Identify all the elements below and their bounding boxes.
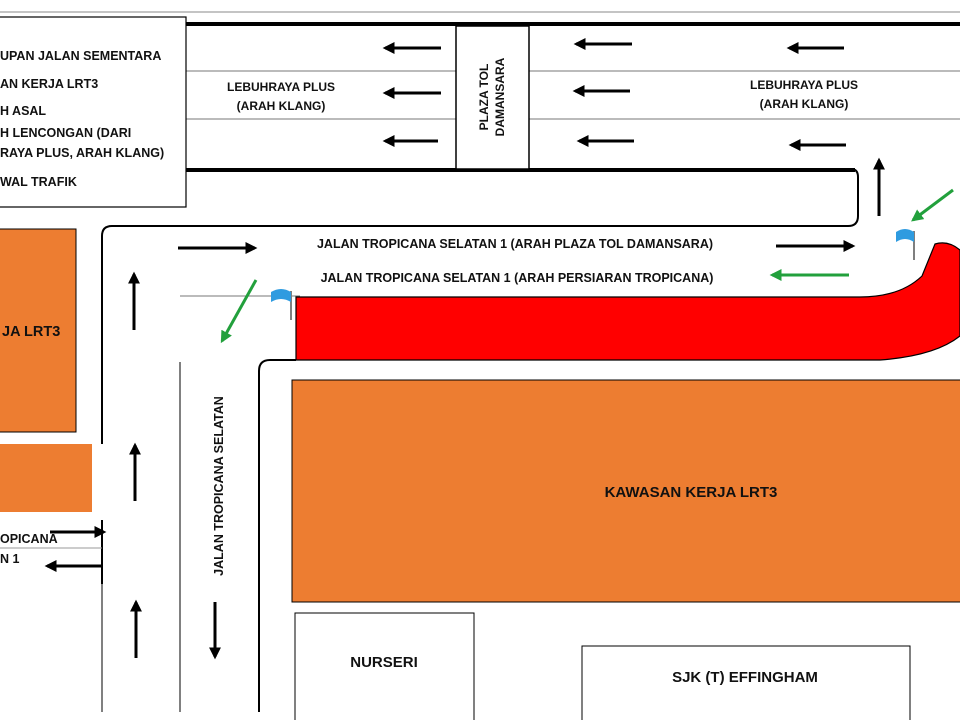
lrt3-main-label: KAWASAN KERJA LRT3 (604, 484, 778, 501)
legend-item: WAL TRAFIK (0, 175, 77, 189)
nurseri-label: NURSERI (350, 654, 418, 671)
blue-flag-icon (271, 289, 291, 320)
legend-item: H ASAL (0, 104, 47, 118)
legend-item: H LENCONGAN (DARI (0, 126, 132, 140)
school-label: SJK (T) EFFINGHAM (672, 669, 818, 686)
road-label-to-persiaran: JALAN TROPICANA SELATAN 1 (ARAH PERSIARAN TROPICANA) (320, 271, 714, 285)
lrt3-left-label: JA LRT3 (2, 324, 61, 340)
blue-flag-icon (896, 229, 914, 260)
legend-item: RAYA PLUS, ARAH KLANG) (0, 146, 165, 160)
highway-label-right-line2: (ARAH KLANG) (759, 97, 849, 111)
lrt3-work-area-small (0, 444, 92, 512)
road-label-tropicana-selatan: JALAN TROPICANA SELATAN (212, 396, 226, 576)
road-label-to-toll: JALAN TROPICANA SELATAN 1 (ARAH PLAZA TOL DAMANSARA) (316, 237, 714, 251)
temporary-closure-zone (296, 243, 960, 360)
highway-label-left-line1: LEBUHRAYA PLUS (226, 80, 336, 94)
school-building (582, 646, 910, 720)
highway-label-left-line2: (ARAH KLANG) (236, 99, 326, 113)
nurseri-building (295, 613, 474, 720)
highway-label-right-line1: LEBUHRAYA PLUS (749, 78, 859, 92)
road-label-left-line2: N 1 (0, 552, 20, 566)
legend-item: UPAN JALAN SEMENTARA (0, 49, 162, 63)
toll-plaza (456, 26, 529, 169)
toll-plaza-label-line1: PLAZA TOL (477, 63, 491, 131)
lrt3-work-area-main (292, 380, 960, 602)
legend-item: AN KERJA LRT3 (0, 77, 99, 91)
legend-box (0, 17, 186, 207)
green-diversion-arrow (222, 280, 256, 341)
green-diversion-arrow (913, 190, 953, 220)
toll-plaza-label-line2: DAMANSARA (493, 57, 507, 137)
road-label-left-line1: OPICANA (0, 532, 58, 546)
lrt3-work-area-left (0, 229, 76, 432)
